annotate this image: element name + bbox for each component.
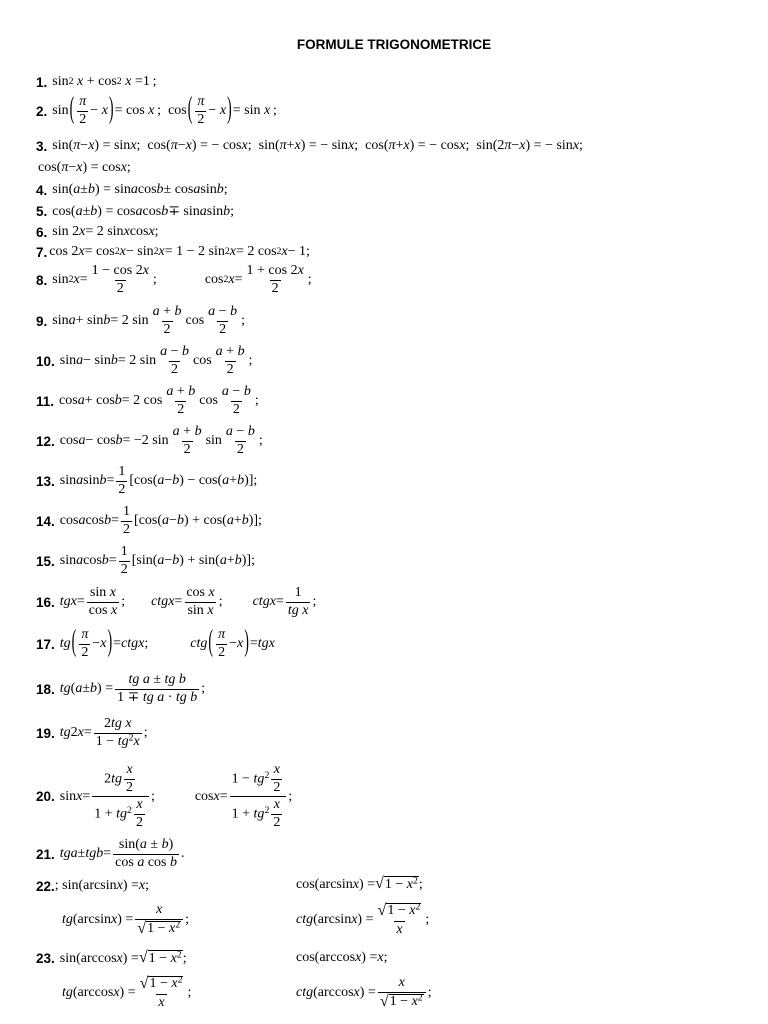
- formula-body: sin 2 x + cos 2 x =1 ;: [52, 74, 157, 89]
- formula-7: [36, 244, 310, 260]
- formula-14: [36, 505, 262, 537]
- formula-body: sin 2 x = 2 sin x cos x ;: [52, 224, 159, 239]
- formula-19: [36, 717, 148, 749]
- formula-5: [36, 203, 234, 220]
- formula-number: 16.: [36, 594, 55, 610]
- formula-body: sin( π − x ) = sin x ; cos( π − x ) = − cos x ; sin( π + x ) = − sin x ; cos( π + x ) = − cos x ; sin(2 π − x ) = − sin x ;: [52, 138, 583, 153]
- formula-16: [36, 586, 316, 618]
- formula-23-b: cos(arccos x ) = x ;: [296, 950, 388, 965]
- formula-body: sin ( $\frac{\pi}{2}$ − x ) = cos x ; cos ( $\frac{\pi}{2}$ − x ) = sin x ;: [52, 93, 277, 127]
- formula-number: 1.: [36, 74, 48, 90]
- formula-4: [36, 182, 228, 198]
- formula-number: 22.: [36, 878, 55, 894]
- formula-number: 15.: [36, 553, 55, 569]
- formula-18: [36, 673, 205, 705]
- formula-number: 14.: [36, 513, 55, 529]
- formula-number: 3.: [36, 138, 48, 154]
- formula-body: tg 2 x = $\frac{\text{2tg x}}{1 - tg^2x}$ ;: [59, 716, 148, 749]
- formula-body: sin 2 x = $\frac{1 - \cos 2x}{2}$ ; cos 2 x = $\frac{1 + \cos 2x}{2}$ ;: [52, 263, 312, 296]
- formula-3-continued: cos( π − x ) = cos x ;: [38, 160, 131, 175]
- formula-number: 20.: [36, 789, 55, 805]
- formula-body: tg x = $\frac{\text{sin x}}{\text{cos x}}$ ; ctg x = $\frac{\text{cos x}}{\text{sin x}}$ ; ctg x = $\frac{1}{\text{tg x}}$ ;: [59, 585, 317, 618]
- formula-body: sin( a ± b ) = sin a cos b ± cos a sin b ;: [52, 182, 228, 197]
- formula-number: 5.: [36, 204, 48, 219]
- formula-number: 4.: [36, 182, 48, 198]
- formula-1: [36, 74, 157, 90]
- formula-body: tg ( a ± b ) = $\frac{\text{tg a ± tg b}}{\text{1 ∓ tg a · tg b}}$ ;: [59, 672, 206, 705]
- formula-3: [36, 138, 583, 154]
- formula-number: 7.: [36, 244, 48, 260]
- formula-body: ; sin(arcsin x ) = x ;: [54, 878, 149, 893]
- formula-number: 18.: [36, 681, 55, 697]
- formula-13: [36, 465, 257, 497]
- formula-22-c: tg (arcsin x ) = x √ $1 - x^2$ ;: [62, 902, 190, 937]
- page-title: FORMULE TRIGONOMETRICE: [296, 37, 492, 52]
- formula-23: [36, 950, 187, 967]
- formula-number: 17.: [36, 636, 55, 652]
- formula-body: cos 2 x = cos 2 x − sin 2 x = 1 − 2 sin 2 x = 2 cos 2 x − 1;: [49, 244, 310, 259]
- formula-body: sin(arccos x ) = √ $1 - x^2$ ;: [59, 949, 187, 966]
- formula-number: 8.: [36, 272, 48, 288]
- formula-body: sin a sin b = $\frac{1}{2}$ [cos( a − b ) − cos( a + b )];: [59, 464, 258, 497]
- formula-number: 9.: [36, 313, 48, 329]
- formula-number: 12.: [36, 433, 55, 449]
- formula-8: [36, 264, 312, 296]
- formula-12: [36, 425, 263, 457]
- formula-body: cos( a ± b ) = cos a cos b ∓ sin a sin b ;: [52, 203, 234, 219]
- formula-number: 23.: [36, 951, 55, 966]
- formula-15: [36, 545, 255, 577]
- formula-number: 10.: [36, 353, 55, 369]
- formula-11: [36, 385, 259, 417]
- formula-number: 2.: [36, 103, 48, 119]
- formula-body: cos a + cos b = 2 cos $\frac{a + b}{2}$ cos $\frac{a - b}{2}$ ;: [59, 384, 259, 417]
- formula-body: tg a ± tg b = $\frac{\sin(a \pm b)}{\text{cos a cos b}}$ .: [59, 837, 185, 870]
- formula-body: cos a cos b = $\frac{1}{2}$ [cos( a − b ) + cos( a + b )];: [59, 504, 262, 537]
- formula-9: [36, 305, 245, 337]
- formula-number: 21.: [36, 846, 55, 862]
- formula-body: cos a − cos b = −2 sin $\frac{a + b}{2}$ sin $\frac{a - b}{2}$ ;: [59, 424, 263, 457]
- formula-23-c: tg (arccos x ) = √ $1 - x^2$ x ;: [62, 974, 192, 1010]
- formula-number: 13.: [36, 473, 55, 489]
- formula-body: sin a cos b = $\frac{1}{2}$ [sin( a − b ) + sin( a + b )];: [59, 544, 255, 577]
- formula-20: [36, 763, 292, 831]
- formula-10: [36, 345, 252, 377]
- formula-22: [36, 878, 149, 894]
- formula-body: sin x = 2tg $\frac{x}{2}$ $1 + tg^2$ $\frac{x}{2}$ ; cos x = $1 - tg^2$ $\frac{x}{2}$ $1 + tg^2$ $\frac{x}{2}$ ;: [59, 762, 293, 831]
- formula-6: [36, 224, 159, 240]
- formula-body: sin a − sin b = 2 sin $\frac{a - b}{2}$ cos $\frac{a + b}{2}$ ;: [59, 344, 253, 377]
- formula-23-d: ctg (arccos x ) = x √ $1 - x^2$ ;: [296, 975, 432, 1010]
- formula-2: [36, 95, 277, 127]
- formula-number: 11.: [36, 393, 55, 409]
- formula-17: [36, 628, 275, 660]
- formula-number: 6.: [36, 224, 48, 240]
- formula-21: [36, 838, 185, 870]
- formula-number: 19.: [36, 725, 55, 741]
- formula-body: sin a + sin b = 2 sin $\frac{a + b}{2}$ cos $\frac{a - b}{2}$ ;: [52, 304, 245, 337]
- formula-body: tg ( $\frac{\pi}{2}$ − x ) = ctg x ; ctg ( $\frac{\pi}{2}$ − x ) = tg x: [59, 626, 275, 660]
- formula-22-b: cos(arcsin x ) = √ $1 - x^2$ ;: [296, 875, 423, 892]
- formula-22-d: ctg (arcsin x ) = √ $1 - x^2$ x ;: [296, 901, 430, 937]
